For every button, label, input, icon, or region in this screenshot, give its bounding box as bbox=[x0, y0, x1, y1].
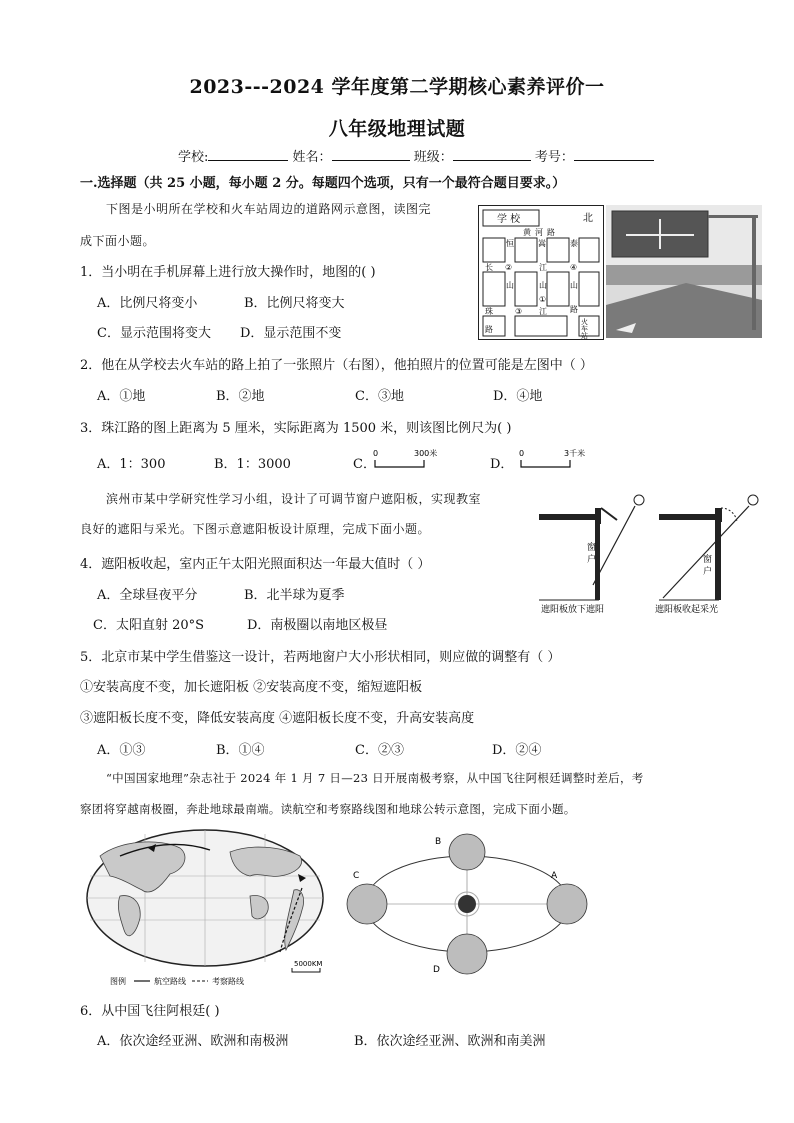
orbit-label-b: B bbox=[435, 837, 442, 847]
grade-label: 班级： bbox=[413, 150, 453, 165]
map-legend-survey: 考察路线 bbox=[212, 977, 244, 986]
street-photo-svg bbox=[606, 205, 762, 338]
map-road2c-c: 路 bbox=[570, 305, 578, 314]
q5-option-d[interactable]: D．②④ bbox=[492, 743, 542, 758]
q5-option-c[interactable]: C．②③ bbox=[355, 743, 404, 758]
map-road1-c: 路 bbox=[547, 228, 555, 237]
q2-stem: 2．他在从学校去火车站的路上拍了一张照片（右图），他拍照片的位置可能是左图中（ ） bbox=[80, 358, 593, 373]
q2-option-c[interactable]: C．③地 bbox=[355, 389, 404, 404]
map-legend-label: 图例 bbox=[110, 977, 126, 986]
q3-option-d[interactable]: D． bbox=[490, 457, 514, 472]
map-north-label: 北 bbox=[583, 213, 593, 224]
q6-option-b[interactable]: B．依次途经亚洲、欧洲和南美洲 bbox=[354, 1034, 546, 1049]
exam-no-field[interactable] bbox=[574, 148, 654, 161]
orbit-label-c: C bbox=[353, 871, 360, 881]
street-photo bbox=[606, 205, 762, 338]
orbit-label-a: A bbox=[551, 871, 558, 881]
road-map-svg bbox=[479, 206, 603, 339]
map-scale-label: 5000KM bbox=[294, 960, 323, 968]
window-label-left-b: 户 bbox=[587, 555, 597, 565]
q3-scale-d bbox=[518, 446, 598, 470]
map-road3-a: 长 bbox=[485, 263, 493, 272]
map-n3: ③ bbox=[515, 307, 523, 316]
map-road2a-a: 恒 bbox=[506, 239, 514, 248]
world-map-figure bbox=[80, 826, 330, 991]
caption-left: 遮阳板放下遮阳 bbox=[541, 605, 605, 615]
q3-scale-c bbox=[372, 446, 452, 470]
name-field[interactable] bbox=[332, 148, 410, 161]
q5-option-a[interactable]: A．①③ bbox=[97, 743, 146, 758]
q4-option-a[interactable]: A．全球昼夜平分 bbox=[97, 588, 198, 603]
window-label-left-a: 窗 bbox=[587, 543, 597, 553]
orbit-label-d: D bbox=[433, 965, 440, 975]
q5-statements-2: ③遮阳板长度不变，降低安装高度 ④遮阳板长度不变，升高安装高度 bbox=[80, 711, 475, 726]
q3-option-a[interactable]: A．1：300 bbox=[97, 457, 166, 472]
intro1-line2: 成下面小题。 bbox=[80, 234, 156, 248]
sunshade-figure bbox=[535, 490, 765, 615]
map-road3-b: 江 bbox=[539, 263, 547, 272]
q3-option-b[interactable]: B．1：3000 bbox=[214, 457, 291, 472]
q4-option-b[interactable]: B．北半球为夏季 bbox=[244, 588, 345, 603]
q3-stem: 3．珠江路的图上距离为 5 厘米，实际距离为 1500 米，则该图比例尺为( ) bbox=[80, 421, 512, 436]
intro3-line1: “中国国家地理”杂志社于 2024 年 1 月 7 日—23 日开展南极考察，从中国飞往阿根廷调整时差后，考 bbox=[106, 771, 644, 785]
caption-right: 遮阳板收起采光 bbox=[655, 605, 719, 615]
map-road2b-a: 嵩 bbox=[538, 239, 546, 248]
grade-field[interactable] bbox=[453, 148, 531, 161]
q3-option-c[interactable]: C． bbox=[353, 457, 376, 472]
info-line bbox=[178, 146, 654, 165]
q1-stem: 1．当小明在手机屏幕上进行放大操作时，地图的( ) bbox=[80, 265, 376, 280]
school-field[interactable] bbox=[208, 148, 288, 161]
q5-stem: 5．北京市某中学生借鉴这一设计，若两地窗户大小形状相同，则应做的调整有（ ） bbox=[80, 650, 561, 665]
map-school-label: 学 校 bbox=[497, 214, 521, 225]
q2-option-b[interactable]: B．②地 bbox=[216, 389, 265, 404]
q4-option-d[interactable]: D．南极圈以南地区极昼 bbox=[247, 618, 388, 633]
map-road2a-b: 山 bbox=[506, 281, 514, 290]
scale-d-end: 3千米 bbox=[564, 449, 586, 458]
intro2-line2: 良好的遮阳与采光。下图示意遮阳板设计原理，完成下面小题。 bbox=[80, 522, 431, 536]
orbit-figure bbox=[345, 830, 595, 980]
map-road2c-b: 山 bbox=[570, 281, 578, 290]
exam-no-label: 考号： bbox=[534, 150, 574, 165]
q2-option-a[interactable]: A．①地 bbox=[97, 389, 146, 404]
page-subtitle: 八年级地理试题 bbox=[328, 118, 466, 140]
map-station-c: 站 bbox=[581, 332, 588, 339]
school-label: 学校: bbox=[178, 150, 209, 165]
map-n1: ① bbox=[539, 295, 547, 304]
map-road4-b: 江 bbox=[539, 307, 547, 316]
q1-option-d[interactable]: D．显示范围不变 bbox=[240, 326, 342, 341]
map-road4-a: 珠 bbox=[485, 307, 493, 316]
map-road2c-a: 泰 bbox=[570, 239, 578, 248]
page-title: 2023---2024 学年度第二学期核心素养评价一 bbox=[189, 76, 605, 98]
q1-option-b[interactable]: B．比例尺将变大 bbox=[244, 296, 345, 311]
scale-d-zero: 0 bbox=[519, 449, 525, 458]
scale-c-zero: 0 bbox=[373, 449, 379, 458]
section-heading: 一.选择题（共 25 小题，每小题 2 分。每题四个选项，只有一个最符合题目要求。） bbox=[80, 176, 566, 191]
q6-option-a[interactable]: A．依次途经亚洲、欧洲和南极洲 bbox=[97, 1034, 289, 1049]
map-station-b: 车 bbox=[581, 325, 588, 333]
q4-stem: 4．遮阳板收起，室内正午太阳光照面积达一年最大值时（ ） bbox=[80, 557, 431, 572]
intro2-line1: 滨州市某中学研究性学习小组，设计了可调节窗户遮阳板，实现教室 bbox=[106, 492, 482, 506]
intro3-line2: 察团将穿越南极圈，奔赴地球最南端。读航空和考察路线图和地球公转示意图，完成下面小题。 bbox=[80, 802, 576, 816]
q4-option-c[interactable]: C．太阳直射 20°S bbox=[93, 618, 205, 633]
map-road2a-c: 路 bbox=[485, 325, 493, 334]
map-road1-a: 黄 bbox=[523, 228, 531, 237]
q1-option-c[interactable]: C．显示范围将变大 bbox=[97, 326, 211, 341]
map-legend-air: 航空路线 bbox=[154, 977, 186, 986]
q2-option-d[interactable]: D．④地 bbox=[493, 389, 543, 404]
q6-stem: 6．从中国飞往阿根廷( ) bbox=[80, 1004, 220, 1019]
map-n2: ② bbox=[505, 263, 513, 272]
intro1-line1: 下图是小明所在学校和火车站周边的道路网示意图，读图完 bbox=[106, 202, 432, 216]
map-n4: ④ bbox=[570, 263, 578, 272]
window-label-right-b: 户 bbox=[703, 567, 713, 577]
road-map-figure bbox=[478, 205, 604, 340]
q5-option-b[interactable]: B．①④ bbox=[216, 743, 265, 758]
window-label-right-a: 窗 bbox=[703, 555, 713, 565]
q1-option-a[interactable]: A．比例尺将变小 bbox=[97, 296, 198, 311]
map-station-a: 火 bbox=[581, 318, 588, 326]
map-road1-b: 河 bbox=[535, 228, 543, 237]
q5-statements-1: ①安装高度不变，加长遮阳板 ②安装高度不变，缩短遮阳板 bbox=[80, 680, 423, 695]
map-road2b-b: 山 bbox=[539, 281, 547, 290]
name-label: 姓名： bbox=[292, 150, 332, 165]
scale-c-end: 300米 bbox=[414, 449, 438, 458]
